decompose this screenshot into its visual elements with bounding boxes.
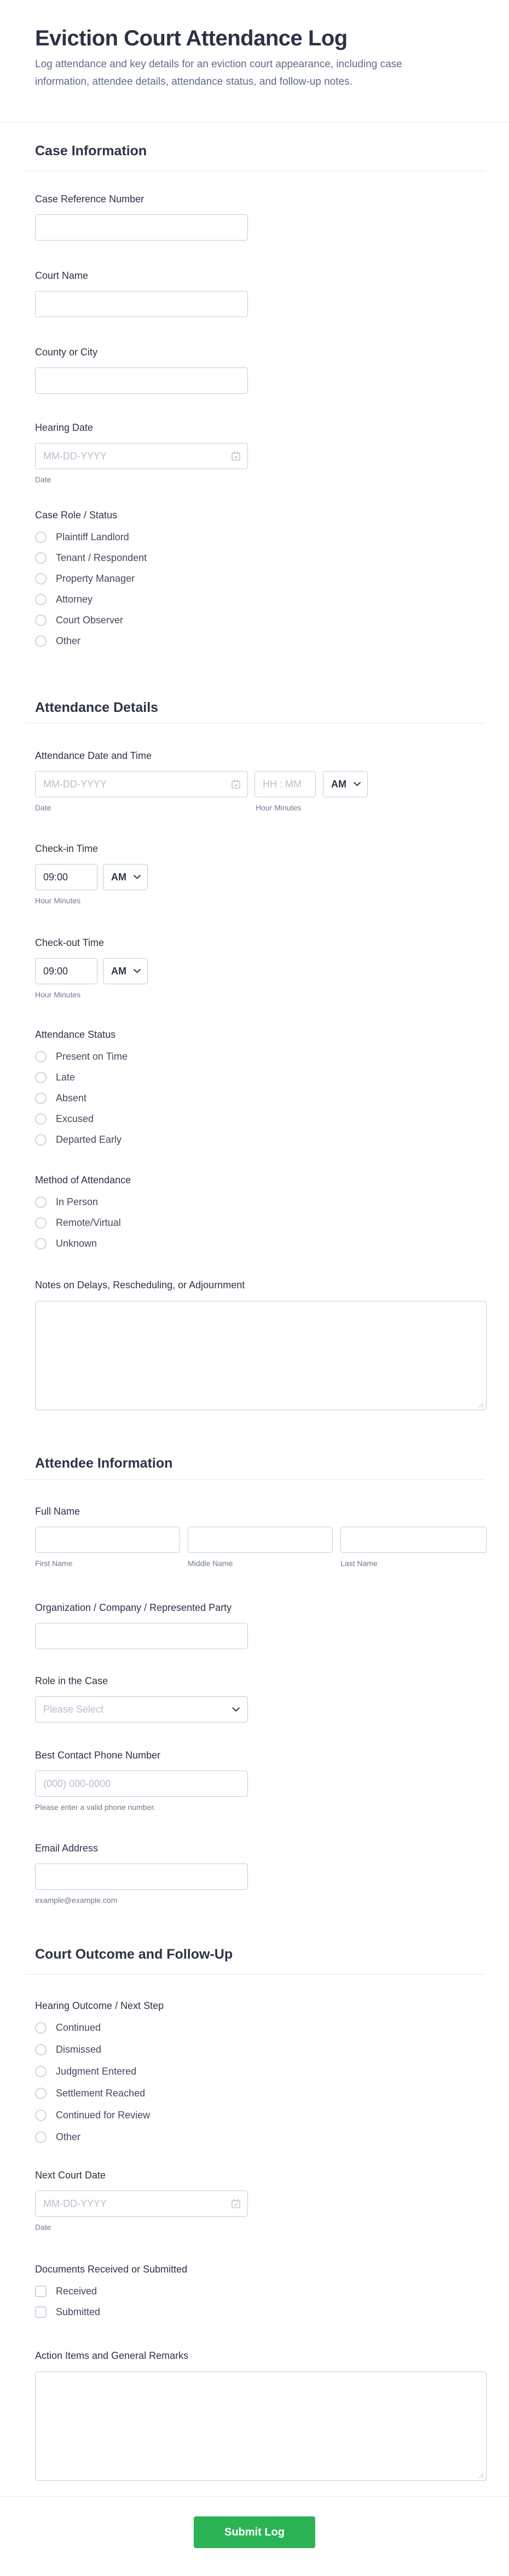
checkbox-label: Received <box>56 2286 97 2297</box>
page-subtitle: Log attendance and key details for an eviction court appearance, including case information, attendee details, attendance status, and follow-up notes. <box>35 59 402 87</box>
radio-label: In Person <box>56 1196 99 1207</box>
radio-label: Plaintiff Landlord <box>56 531 129 542</box>
question-label: Full Name <box>35 1506 80 1517</box>
first-name-input[interactable] <box>35 1527 180 1553</box>
radio-label: Present on Time <box>56 1051 128 1062</box>
question-label: Action Items and General Remarks <box>35 2350 189 2361</box>
question-notes-delays <box>35 1278 487 1410</box>
select-placeholder: Please Select <box>43 1703 104 1715</box>
question-full-name <box>35 1505 487 1568</box>
checkbox-label: Submitted <box>56 2306 101 2317</box>
sublabel-first-name: First Name <box>35 1559 73 1568</box>
date-input-wrap <box>35 2191 248 2217</box>
county-or-city-input[interactable] <box>35 367 248 394</box>
question-hearing-outcome <box>35 1999 164 2153</box>
ampm-value: AM <box>111 871 126 883</box>
radio-label: Late <box>56 1072 76 1083</box>
question-label: Method of Attendance <box>35 1175 131 1185</box>
email-address-input[interactable] <box>35 1864 248 1890</box>
radio-label: Court Observer <box>56 615 124 626</box>
question-documents-received <box>35 2263 187 2327</box>
question-hearing-date <box>35 421 248 484</box>
question-label: Hearing Outcome / Next Step <box>35 2000 164 2011</box>
chevron-down-icon <box>232 1707 240 1712</box>
radio-option[interactable] <box>35 635 147 647</box>
radio-circle[interactable] <box>35 2066 47 2077</box>
ampm-value: AM <box>111 965 126 977</box>
radio-option[interactable] <box>35 1134 128 1146</box>
sublabel-hour-minutes: Hour Minutes <box>35 990 81 999</box>
question-method-of-attendance <box>35 1173 131 1258</box>
organization-input[interactable] <box>35 1623 248 1649</box>
radio-label: Continued for Review <box>56 2110 151 2121</box>
sublabel-date: Date <box>35 803 51 812</box>
radio-option[interactable] <box>35 1092 128 1104</box>
documents-checkbox-group <box>35 2285 187 2318</box>
radio-option[interactable] <box>35 2109 164 2121</box>
radio-label: Dismissed <box>56 2044 102 2055</box>
checkbox-option[interactable] <box>35 2306 187 2318</box>
radio-option[interactable] <box>35 531 147 543</box>
radio-circle[interactable] <box>35 1238 47 1249</box>
textarea-wrap <box>35 1301 487 1410</box>
case-role-status-radio-group <box>35 531 147 647</box>
section-heading-attendee-information: Attendee Information <box>35 1456 173 1471</box>
submit-button[interactable]: Submit Log <box>194 2516 315 2548</box>
ampm-select[interactable] <box>103 864 148 890</box>
middle-name-input[interactable] <box>188 1527 333 1553</box>
radio-option[interactable] <box>35 1237 131 1249</box>
sublabel-hour-minutes: Hour Minutes <box>35 896 81 905</box>
section-divider <box>25 1479 485 1480</box>
chevron-down-icon <box>354 782 361 786</box>
phone-number-input[interactable] <box>35 1771 248 1797</box>
question-court-name <box>35 269 248 317</box>
fullname-sublabels <box>35 1553 487 1568</box>
radio-option[interactable] <box>35 1196 131 1208</box>
fullname-row <box>35 1527 487 1553</box>
court-name-input[interactable] <box>35 291 248 317</box>
question-label: Role in the Case <box>35 1675 108 1686</box>
date-input-wrap <box>35 771 248 797</box>
radio-option[interactable] <box>35 1113 128 1125</box>
date-input-wrap <box>35 443 248 469</box>
radio-circle[interactable] <box>35 2110 47 2121</box>
radio-option[interactable] <box>35 2131 164 2143</box>
question-case-role-status <box>35 509 147 656</box>
radio-option[interactable] <box>35 593 147 605</box>
radio-option[interactable] <box>35 1050 128 1062</box>
question-label: County or City <box>35 347 98 358</box>
case-reference-number-input[interactable] <box>35 214 248 241</box>
radio-circle[interactable] <box>35 1196 47 1208</box>
last-name-input[interactable] <box>340 1527 487 1553</box>
question-label: Attendance Status <box>35 1029 116 1040</box>
radio-circle[interactable] <box>35 1134 47 1146</box>
question-label: Case Reference Number <box>35 194 144 205</box>
radio-circle[interactable] <box>35 635 47 647</box>
question-case-reference-number <box>35 192 248 241</box>
radio-circle[interactable] <box>35 594 47 605</box>
sublabel-date: Date <box>35 2223 51 2232</box>
radio-option[interactable] <box>35 1217 131 1229</box>
radio-label: Unknown <box>56 1238 97 1249</box>
radio-circle[interactable] <box>35 2131 47 2143</box>
question-label: Organization / Company / Represented Party <box>35 1602 232 1613</box>
radio-label: Judgment Entered <box>56 2066 137 2077</box>
radio-label: Settlement Reached <box>56 2088 146 2099</box>
question-label: Check-in Time <box>35 843 99 854</box>
question-role-in-case <box>35 1674 248 1722</box>
ampm-select[interactable] <box>103 958 148 984</box>
checkbox-box[interactable] <box>35 2306 47 2318</box>
textarea-wrap <box>35 2371 487 2481</box>
action-items-textarea[interactable] <box>35 2371 487 2481</box>
radio-option[interactable] <box>35 2065 164 2077</box>
hearing-date-input[interactable] <box>35 443 248 469</box>
radio-circle[interactable] <box>35 1217 47 1229</box>
radio-circle[interactable] <box>35 531 47 543</box>
radio-label: Attorney <box>56 594 93 605</box>
question-label: Next Court Date <box>35 2170 106 2181</box>
radio-circle[interactable] <box>35 2088 47 2099</box>
attendance-date-input[interactable] <box>35 771 248 797</box>
sublabel-email-example: example@example.com <box>35 1896 118 1905</box>
section-divider <box>25 1974 485 1975</box>
sublabel-date: Date <box>35 475 51 484</box>
sublabel-phone-hint: Please enter a valid phone number. <box>35 1803 156 1812</box>
question-label: Hearing Date <box>35 422 94 433</box>
question-label: Check-out Time <box>35 937 105 948</box>
radio-option[interactable] <box>35 1071 128 1083</box>
radio-option[interactable] <box>35 552 147 564</box>
question-next-court-date <box>35 2169 248 2232</box>
role-in-case-select[interactable] <box>35 1696 248 1722</box>
checkbox-option[interactable] <box>35 2285 187 2297</box>
radio-label: Tenant / Respondent <box>56 552 147 563</box>
ampm-value: AM <box>331 778 346 790</box>
radio-option[interactable] <box>35 2087 164 2099</box>
radio-circle[interactable] <box>35 2022 47 2034</box>
question-label: Email Address <box>35 1843 99 1854</box>
radio-label: Remote/Virtual <box>56 1217 121 1228</box>
radio-circle[interactable] <box>35 1051 47 1062</box>
radio-option[interactable] <box>35 573 147 585</box>
question-label: Attendance Date and Time <box>35 750 152 761</box>
radio-circle[interactable] <box>35 1093 47 1104</box>
notes-delays-textarea[interactable] <box>35 1301 487 1410</box>
chevron-down-icon <box>134 875 141 879</box>
page-title: Eviction Court Attendance Log <box>35 26 348 50</box>
question-attendance-date-time <box>35 749 368 813</box>
radio-circle[interactable] <box>35 615 47 626</box>
check-in-time-input[interactable] <box>35 864 97 890</box>
radio-option[interactable] <box>35 614 147 626</box>
attendance-time-input[interactable] <box>255 771 316 797</box>
sublabel-hour-minutes: Hour Minutes <box>256 803 302 812</box>
radio-label: Property Manager <box>56 573 135 584</box>
question-attendance-status <box>35 1028 128 1154</box>
radio-circle[interactable] <box>35 552 47 564</box>
section-heading-case-information: Case Information <box>35 143 147 159</box>
section-heading-court-outcome: Court Outcome and Follow-Up <box>35 1947 233 1962</box>
attendance-status-radio-group <box>35 1050 128 1146</box>
radio-circle[interactable] <box>35 1113 47 1125</box>
question-label: Notes on Delays, Rescheduling, or Adjournment <box>35 1280 245 1290</box>
question-check-out-time <box>35 936 148 1000</box>
datetime-row <box>35 771 368 797</box>
radio-label: Other <box>56 635 81 646</box>
radio-circle[interactable] <box>35 2044 47 2055</box>
radio-label: Absent <box>56 1093 87 1103</box>
chevron-down-icon <box>134 969 141 973</box>
sublabel-middle-name: Middle Name <box>188 1559 233 1568</box>
next-court-date-input[interactable] <box>35 2191 248 2217</box>
question-label: Documents Received or Submitted <box>35 2264 188 2275</box>
checkbox-box[interactable] <box>35 2286 47 2297</box>
radio-circle[interactable] <box>35 1072 47 1083</box>
question-label: Court Name <box>35 270 89 281</box>
sublabel-last-name: Last Name <box>340 1559 378 1568</box>
radio-option[interactable] <box>35 2022 164 2034</box>
hearing-outcome-radio-group <box>35 2022 164 2143</box>
radio-label: Excused <box>56 1113 94 1124</box>
footer-divider <box>0 2496 509 2497</box>
time-row <box>35 958 148 984</box>
radio-label: Continued <box>56 2022 101 2033</box>
question-label: Case Role / Status <box>35 510 118 521</box>
question-email-address <box>35 1842 248 1905</box>
time-row <box>35 864 148 890</box>
ampm-select[interactable] <box>323 771 368 797</box>
question-county-or-city <box>35 346 248 394</box>
datetime-sublabels <box>35 797 368 813</box>
question-organization <box>35 1601 248 1649</box>
radio-label: Departed Early <box>56 1134 122 1145</box>
question-label: Best Contact Phone Number <box>35 1750 161 1761</box>
question-phone-number <box>35 1749 248 1812</box>
question-action-items <box>35 2349 487 2481</box>
radio-option[interactable] <box>35 2043 164 2055</box>
check-out-time-input[interactable] <box>35 958 97 984</box>
radio-circle[interactable] <box>35 573 47 585</box>
method-of-attendance-radio-group <box>35 1196 131 1249</box>
section-heading-attendance-details: Attendance Details <box>35 700 159 715</box>
question-check-in-time <box>35 842 148 906</box>
radio-label: Other <box>56 2131 81 2142</box>
